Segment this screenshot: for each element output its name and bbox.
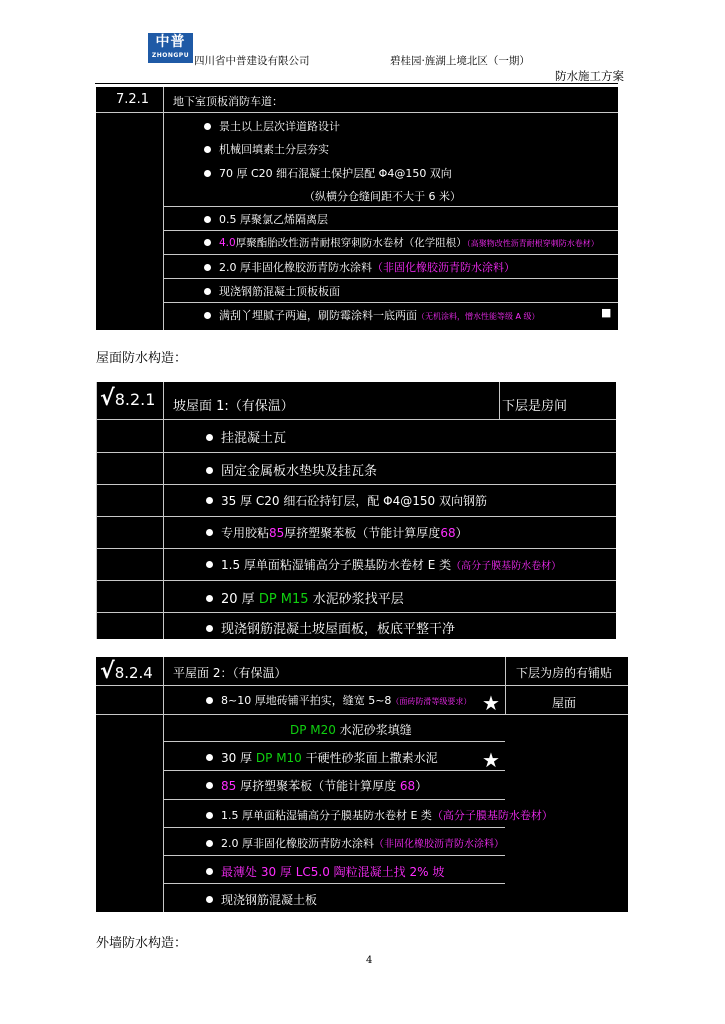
table-row-divider [96,484,616,485]
list-item: 70 厚 C20 细石混凝土保护层配 Φ4@150 双向 [204,165,452,181]
table-row-divider [163,254,618,255]
list-item: 2.0 厚非固化橡胶沥青防水涂料（非固化橡胶沥青防水涂料） [204,259,515,275]
end-mark: ■ [601,306,612,319]
list-item: 现浇钢筋混凝土顶板板面 [204,283,340,299]
bullet-icon [204,216,211,223]
table-row-divider [163,230,618,231]
table-row-divider [96,452,616,453]
table-row-divider [163,827,505,828]
table-row-divider [163,799,505,800]
table-row-divider [96,685,628,686]
page-number: 4 [366,955,373,966]
table-row-divider [96,714,628,715]
table-row-divider [163,855,505,856]
table-note: 下层为房的有铺贴 [516,666,613,680]
bullet-icon [206,434,213,441]
table-code: 7.2.1 [116,92,150,107]
table-divider [163,657,164,912]
table-divider [163,87,164,330]
table-row-divider [163,883,505,884]
table-title: 地下室顶板消防车道： [173,95,283,108]
cad-table-7-2-1 [96,87,618,330]
bullet-icon [204,170,211,177]
star-icon: ★ [482,691,500,715]
header-company: 四川省中普建设有限公司 [194,55,310,67]
table-divider [499,382,500,419]
section-heading-wall: 外墙防水构造： [96,936,188,951]
table-row-divider [96,516,616,517]
bullet-icon [206,754,213,761]
list-item: DP M20 水泥砂浆填缝 [290,723,412,737]
section-heading-roof: 屋面防水构造： [96,351,188,366]
list-item: 最薄处 30 厚 LC5.0 陶粒混凝土找 2% 坡 [206,863,444,880]
bullet-icon [206,812,213,819]
header-doc-title: 防水施工方案 [555,69,624,83]
list-item: 1.5 厚单面粘湿铺高分子膜基防水卷材 E 类（高分子膜基防水卷材） [206,556,561,573]
list-item: 景土以上层次详道路设计 [204,118,340,134]
logo-english-text: ZHONGPU [151,52,190,59]
table-row-divider [163,302,618,303]
bullet-icon [206,896,213,903]
table-border [96,382,97,639]
list-item: 4.0厚聚酯胎改性沥青耐根穿刺防水卷材（化学阻根）（高聚物改性沥青耐根穿刺防水卷材） [204,235,599,250]
bullet-icon [204,239,211,246]
header-rule [95,83,618,84]
bullet-icon [206,625,213,632]
list-item: 满刮丫埋腻子两遍，刷防霉涂料一底两面（无机涂料，憎水性能等级 A 级） [204,307,540,323]
bullet-icon [204,123,211,130]
list-item: 现浇钢筋混凝土坡屋面板，板底平整干净 [206,618,455,637]
list-item: 机械回填素土分层夯实 [204,141,329,157]
list-item: 0.5 厚聚氯乙烯隔离层 [204,211,328,227]
check-mark: √8.2.4 [100,659,153,684]
list-item: 85 厚挤塑聚苯板（节能计算厚度 68） [206,777,427,794]
bullet-icon [204,264,211,271]
table-row-divider [163,770,505,771]
table-row-divider [96,419,616,420]
list-item: 1.5 厚单面粘湿铺高分子膜基防水卷材 E 类（高分子膜基防水卷材） [206,807,553,823]
table-title: 坡屋面 1:（有保温） [173,399,294,414]
table-row-divider [163,741,505,742]
list-item-note: （纵横分仓缝间距不大于 6 米） [304,190,461,203]
list-item: 固定金属板水垫块及挂瓦条 [206,460,377,479]
bullet-icon [206,840,213,847]
list-item: 现浇钢筋混凝土板 [206,891,317,908]
table-note: 下层是房间 [502,399,568,414]
bullet-icon [206,868,213,875]
table-row-divider [96,548,616,549]
bullet-icon [206,467,213,474]
table-note: 屋面 [552,696,577,710]
bullet-icon [206,782,213,789]
table-row-divider [96,112,618,113]
list-item: 2.0 厚非固化橡胶沥青防水涂料（非固化橡胶沥青防水涂料） [206,835,504,851]
header-project: 碧桂园·旌湖上境北区（一期） [390,55,530,67]
table-title: 平屋面 2：（有保温） [173,666,287,680]
logo-chinese-text: 中普 [155,34,186,50]
bullet-icon [204,288,211,295]
list-item: 8~10 厚地砖铺平拍实，缝宽 5~8（面砖防滑等级要求） [206,692,471,708]
bullet-icon [206,697,213,704]
bullet-icon [206,561,213,568]
bullet-icon [206,595,213,602]
company-logo [148,33,193,63]
table-row-divider [163,206,618,207]
list-item: 30 厚 DP M10 干硬性砂浆面上撒素水泥 [206,749,438,766]
check-mark: √8.2.1 [100,386,156,411]
star-icon: ★ [482,748,500,772]
table-row-divider [163,278,618,279]
list-item: 20 厚 DP M15 水泥砂浆找平层 [206,588,404,607]
cad-table-8-2-1 [96,382,616,639]
list-item: 专用胶粘85厚挤塑聚苯板（节能计算厚度68） [206,524,468,541]
list-item: 35 厚 C20 细石砼持钉层，配 Φ4@150 双向钢筋 [206,492,487,509]
cad-table-8-2-4 [96,657,628,912]
table-divider [163,382,164,639]
table-row-divider [96,612,616,613]
list-item: 挂混凝土瓦 [206,427,286,446]
bullet-icon [206,529,213,536]
bullet-icon [204,146,211,153]
bullet-icon [206,497,213,504]
table-row-divider [96,580,616,581]
bullet-icon [204,312,211,319]
